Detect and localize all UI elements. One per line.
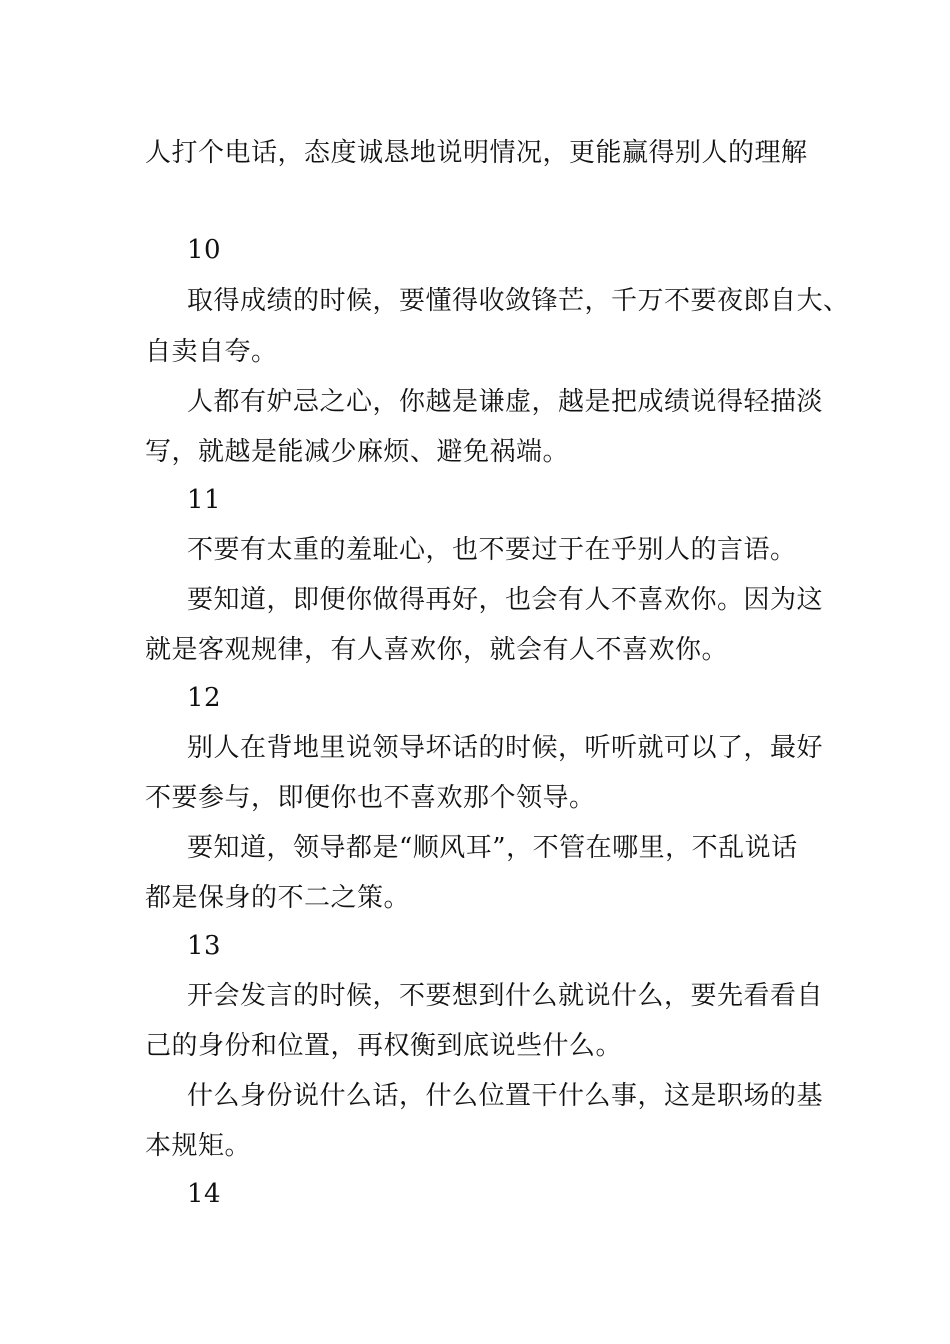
paragraph-line: 别人在背地里说领导坏话的时候，听听就可以了，最好 xyxy=(187,733,824,763)
paragraph-line: 就是客观规律，有人喜欢你，就会有人不喜欢你。 xyxy=(145,635,729,665)
paragraph-line: 人都有妒忌之心，你越是谦虚，越是把成绩说得轻描淡 xyxy=(187,387,824,417)
paragraph-line: 开会发言的时候，不要想到什么就说什么，要先看看自 xyxy=(187,981,824,1011)
paragraph-line: 本规矩。 xyxy=(145,1131,252,1161)
section-number: 11 xyxy=(187,485,222,515)
paragraph-line: 不要参与，即便你也不喜欢那个领导。 xyxy=(145,783,596,813)
paragraph-line: 都是保身的不二之策。 xyxy=(145,883,411,913)
paragraph-line: 人打个电话，态度诚恳地说明情况，更能赢得别人的理解 xyxy=(145,138,808,168)
paragraph-line: 什么身份说什么话，什么位置干什么事，这是职场的基 xyxy=(187,1081,824,1111)
section-number: 12 xyxy=(187,683,222,713)
section-number: 13 xyxy=(187,931,222,961)
paragraph-line: 己的身份和位置，再权衡到底说些什么。 xyxy=(145,1031,623,1061)
paragraph-line: 不要有太重的羞耻心，也不要过于在乎别人的言语。 xyxy=(187,535,797,565)
paragraph-line: 写，就越是能减少麻烦、避免祸端。 xyxy=(145,437,570,467)
section-number: 14 xyxy=(187,1179,222,1209)
paragraph-line: 要知道，领导都是“顺风耳”，不管在哪里，不乱说话 xyxy=(187,833,798,863)
paragraph-line: 要知道，即便你做得再好，也会有人不喜欢你。因为这 xyxy=(187,585,824,615)
paragraph-line: 自卖自夸。 xyxy=(145,337,278,367)
section-number: 10 xyxy=(187,235,222,265)
paragraph-line: 取得成绩的时候，要懂得收敛锋芒，千万不要夜郎自大、 xyxy=(187,286,850,316)
